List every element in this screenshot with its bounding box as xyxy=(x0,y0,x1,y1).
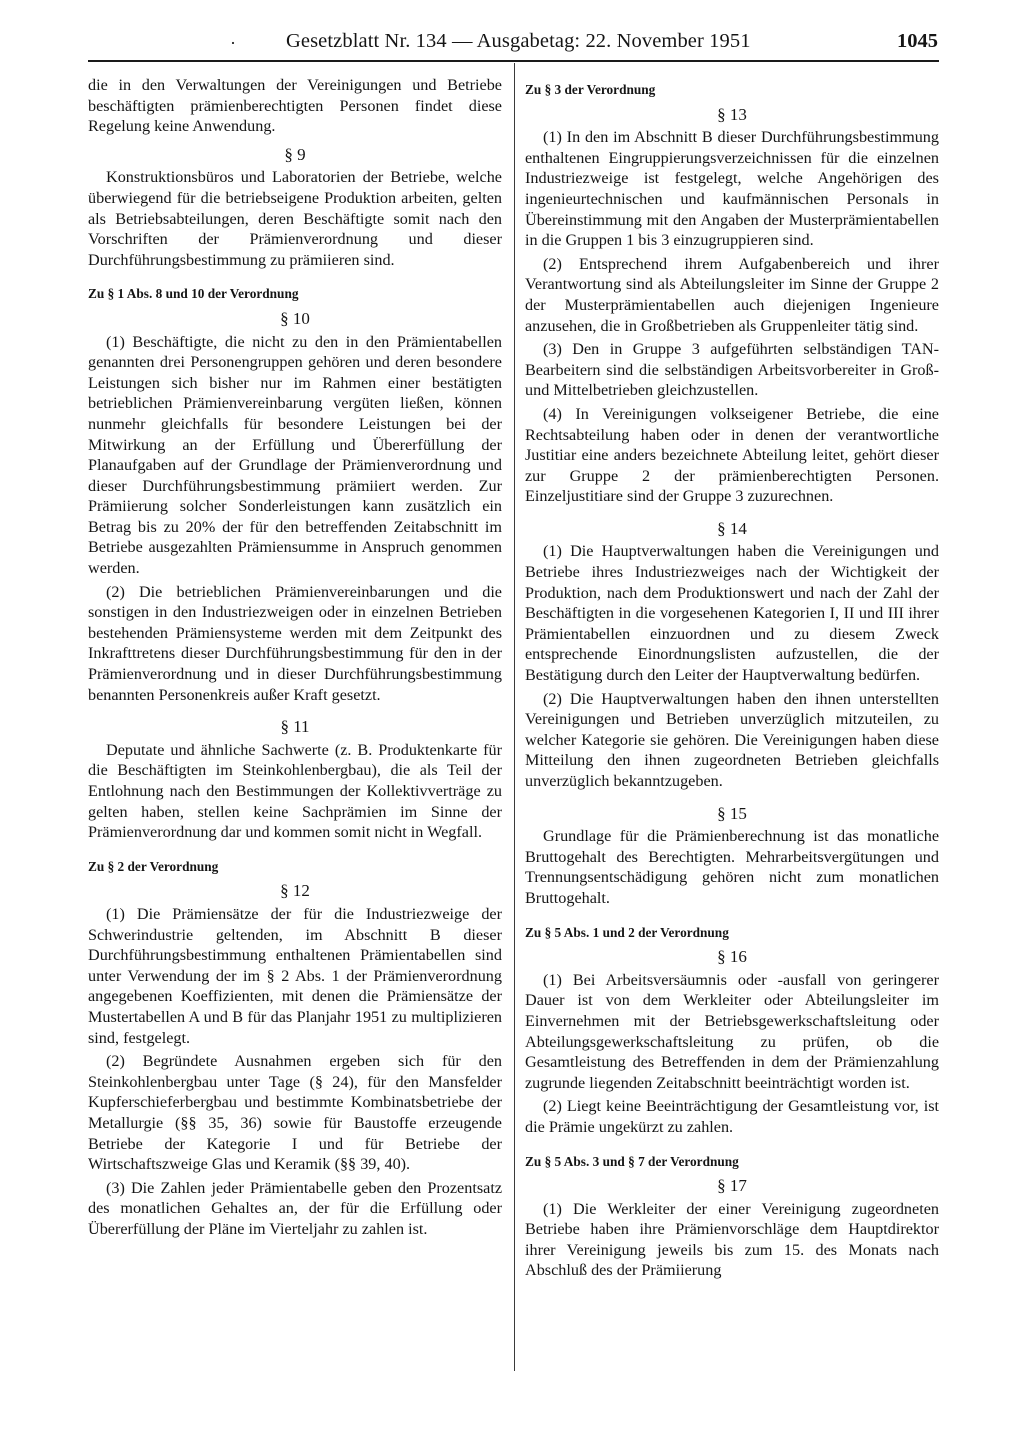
page-header xyxy=(88,28,938,56)
section-14-title: § 14 xyxy=(717,518,747,538)
section-13-paragraph-3: (3) Den in Gruppe 3 aufgeführten selbständigen TAN-Bearbeitern sind die selbständigen Arbeitsvorbereiter in Groß- und Mittelbetrieben gleichzustellen. xyxy=(525,340,939,400)
section-10-paragraph-2: (2) Die betrieblichen Prämienvereinbarungen und die sonstigen in den Industriezweigen oder in einzelnen Betrieben bestehenden Prämiensysteme werden mit dem Zeitpunkt des Inkrafttretens dieser Durchführungsbestimmung für den in der Prämienverordnung und in dieser Durchführungsbestimmung benannten Personenkreis außer Kraft gesetzt. xyxy=(88,582,502,704)
header-dot: · xyxy=(230,33,236,53)
section-12-paragraph-2: (2) Begründete Ausnahmen ergeben sich für den Steinkohlenbergbau unter Tage (§ 24), für den Mansfelder Kupferschieferbergbau und bestimmte Kombinatsbetriebe der Metallurgie (§§ 35, 36) sowie für Baustoffe erzeugende Betriebe der Kategorie I und für Betriebe der Wirtschaftszweige Glas und Keramik (§§ 39, 40). xyxy=(88,1052,502,1174)
section-17-paragraph-1: (1) Die Werkleiter der einer Vereinigung zugeordneten Betriebe haben ihre Prämienvorschläge dem Hauptdirektor ihrer Vereinigung jeweils bis zum 15. des Monats nach Abschluß des der Prämiierung xyxy=(525,1199,939,1280)
section-10-paragraph-1: (1) Beschäftigte, die nicht zu den in den Prämientabellen genannten drei Personengruppen gehören und deren besondere Leistungen sich bisher nur im Rahmen einer bestätigten betrieblichen Prämienvereinbarung vergüten ließen, können nunmehr gleichfalls für besondere Leistungen bei der Mitwirkung an der Erfüllung und Übererfüllung der Planaufgaben auf der Grundlage der Prämienverordnung und dieser Durchführungsbestimmung prämiiert werden. Zur Prämiierung solcher Sonderleistungen kann zusätzlich ein Betrag bis zu 20% der für den betreffenden Zeitabschnitt im Betriebe ausgezahlten Prämiensumme in Anspruch genommen werden. xyxy=(88,332,502,578)
section-13-title: § 13 xyxy=(717,104,747,124)
section-15-paragraph: Grundlage für die Prämienberechnung ist das monatliche Bruttogehalt des Berechtigten. Mehrarbeitsvergütungen und Trennungsentschädigung gehören nicht zum monatlichen Bruttogehalt. xyxy=(525,827,939,907)
header-rule xyxy=(88,60,939,62)
section-12-paragraph-3: (3) Die Zahlen jeder Prämientabelle geben den Prozentsatz des monatlichen Gehaltes an, der für die Erfüllung oder Übererfüllung der Pläne im Vierteljahr zu zahlen ist. xyxy=(88,1178,502,1238)
section-10-title: § 10 xyxy=(280,308,310,328)
subheading-section-17: Zu § 5 Abs. 3 und § 7 der Verordnung xyxy=(525,1153,739,1169)
subheading-section-16: Zu § 5 Abs. 1 und 2 der Verordnung xyxy=(525,924,729,940)
section-13-paragraph-2: (2) Entsprechend ihrem Aufgabenbereich und ihrer Verantwortung sind als Abteilungsleiter im Sinne der Gruppe 2 der Musterprämientabellen auch diejenigen Ingenieure anzusehen, die in Großbetrieben als Gruppenleiter tätig sind. xyxy=(525,254,939,335)
right-column xyxy=(525,80,939,1284)
header-title: Gesetzblatt Nr. 134 — Ausgabetag: 22. November 1951 xyxy=(286,30,751,52)
subheading-section-13: Zu § 3 der Verordnung xyxy=(525,82,656,97)
subheading-section-10: Zu § 1 Abs. 8 und 10 der Verordnung xyxy=(88,286,299,302)
section-12-title: § 12 xyxy=(280,881,310,901)
section-16-title: § 16 xyxy=(717,947,747,967)
section-12-paragraph-1: (1) Die Prämiensätze der für die Industriezweige der Schwerindustrie geltenden, im Abschnitt B dieser Durchführungsbestimmung enthaltenen Prämientabellen sind unter Verwendung der im § 2 Abs. 1 der Prämienverordnung angegebenen Koeffizienten, mit denen die Prämiensätze der Mustertabellen A und B für das Planjahr 1951 zu multiplizieren sind, festgelegt. xyxy=(88,904,502,1047)
section-14-paragraph-2: (2) Die Hauptverwaltungen haben den ihnen unterstellten Vereinigungen und Betrieben unverzüglich mitzuteilen, zu welcher Kategorie sie gehören. Die Vereinigungen haben diese Mitteilung den ihnen zugeordneten Betrieben gleichfalls unverzüglich bekanntzugeben. xyxy=(525,689,939,790)
section-9-title: § 9 xyxy=(284,144,306,164)
section-13-paragraph-4: (4) In Vereinigungen volkseigener Betriebe, die eine Rechtsabteilung haben oder in denen der verantwortliche Justitiar eine anders bezeichnete Abteilung leitet, gehört dieser zur Gruppe 2 der prämienberechtigten Personen. Einzeljustitiare sind der Gruppe 3 zuzurechnen. xyxy=(525,404,939,506)
section-11-paragraph: Deputate und ähnliche Sachwerte (z. B. Produktenkarte für die Beschäftigten im Steinkohlenbergbau), die als Teil der Entlohnung nach den Bestimmungen der Kollektivverträge zu gelten haben, stellen keine Sachprämien im Sinne der Prämienverordnung dar und kommen somit nicht in Wegfall. xyxy=(88,740,502,842)
section-13-paragraph-1: (1) In den im Abschnitt B dieser Durchführungsbestimmung enthaltenen Eingruppierungsverzeichnissen für die einzelnen Industriezweige ist festgelegt, welche Angehörigen des ingenieurtechnischen und kaufmännischen Personals in Übereinstimmung mit den Angaben der Musterprämientabellen in die Gruppen 1 bis 3 einzugruppieren sind. xyxy=(525,128,939,250)
section-9-paragraph: Konstruktionsbüros und Laboratorien der Betriebe, welche überwiegend für die betriebseigene Produktion arbeiten, gelten als Betriebsabteilungen, deren Beschäftigte somit nach den Vorschriften der Prämienverordnung und dieser Durchführungsbestimmung zu prämiieren sind. xyxy=(88,168,502,269)
subheading-section-12: Zu § 2 der Verordnung xyxy=(88,858,219,874)
left-column xyxy=(88,75,502,1242)
page-number: 1045 xyxy=(897,30,938,52)
section-11-title: § 11 xyxy=(280,717,310,737)
continuation-paragraph: die in den Verwaltungen der Vereinigungen und Betriebe beschäftigten prämienberechtigten Personen findet diese Regelung keine Anwendung. xyxy=(88,76,502,136)
section-16-paragraph-1: (1) Bei Arbeitsversäumnis oder -ausfall von geringerer Dauer ist von dem Werkleiter oder Abteilungsleiter im Einvernehmen mit der Betriebsgewerkschaftsleitung oder Abteilungsgewerkschaftsleitung zu prüfen, ob die Gesamtleistung des Betreffenden in dem der Prämienzahlung zugrunde liegenden Zeitabschnitt beeinträchtigt worden ist. xyxy=(525,970,939,1092)
section-15-title: § 15 xyxy=(717,803,747,823)
section-14-paragraph-1: (1) Die Hauptverwaltungen haben die Vereinigungen und Betriebe ihres Industriezweiges nach der Wichtigkeit der Produktion, nach dem Produktionswert und nach der Zahl der Beschäftigten in die vorgesehenen Kategorien I, II und III ihrer Prämientabellen einzuordnen und zu diesem Zweck entsprechende Einordnungslisten aufzustellen, die der Bestätigung durch den Leiter der Hauptverwaltung bedürfen. xyxy=(525,542,939,685)
section-16-paragraph-2: (2) Liegt keine Beeinträchtigung der Gesamtleistung vor, ist die Prämie ungekürzt zu zahlen. xyxy=(525,1097,939,1136)
section-17-title: § 17 xyxy=(717,1176,747,1196)
column-divider xyxy=(514,63,515,1371)
